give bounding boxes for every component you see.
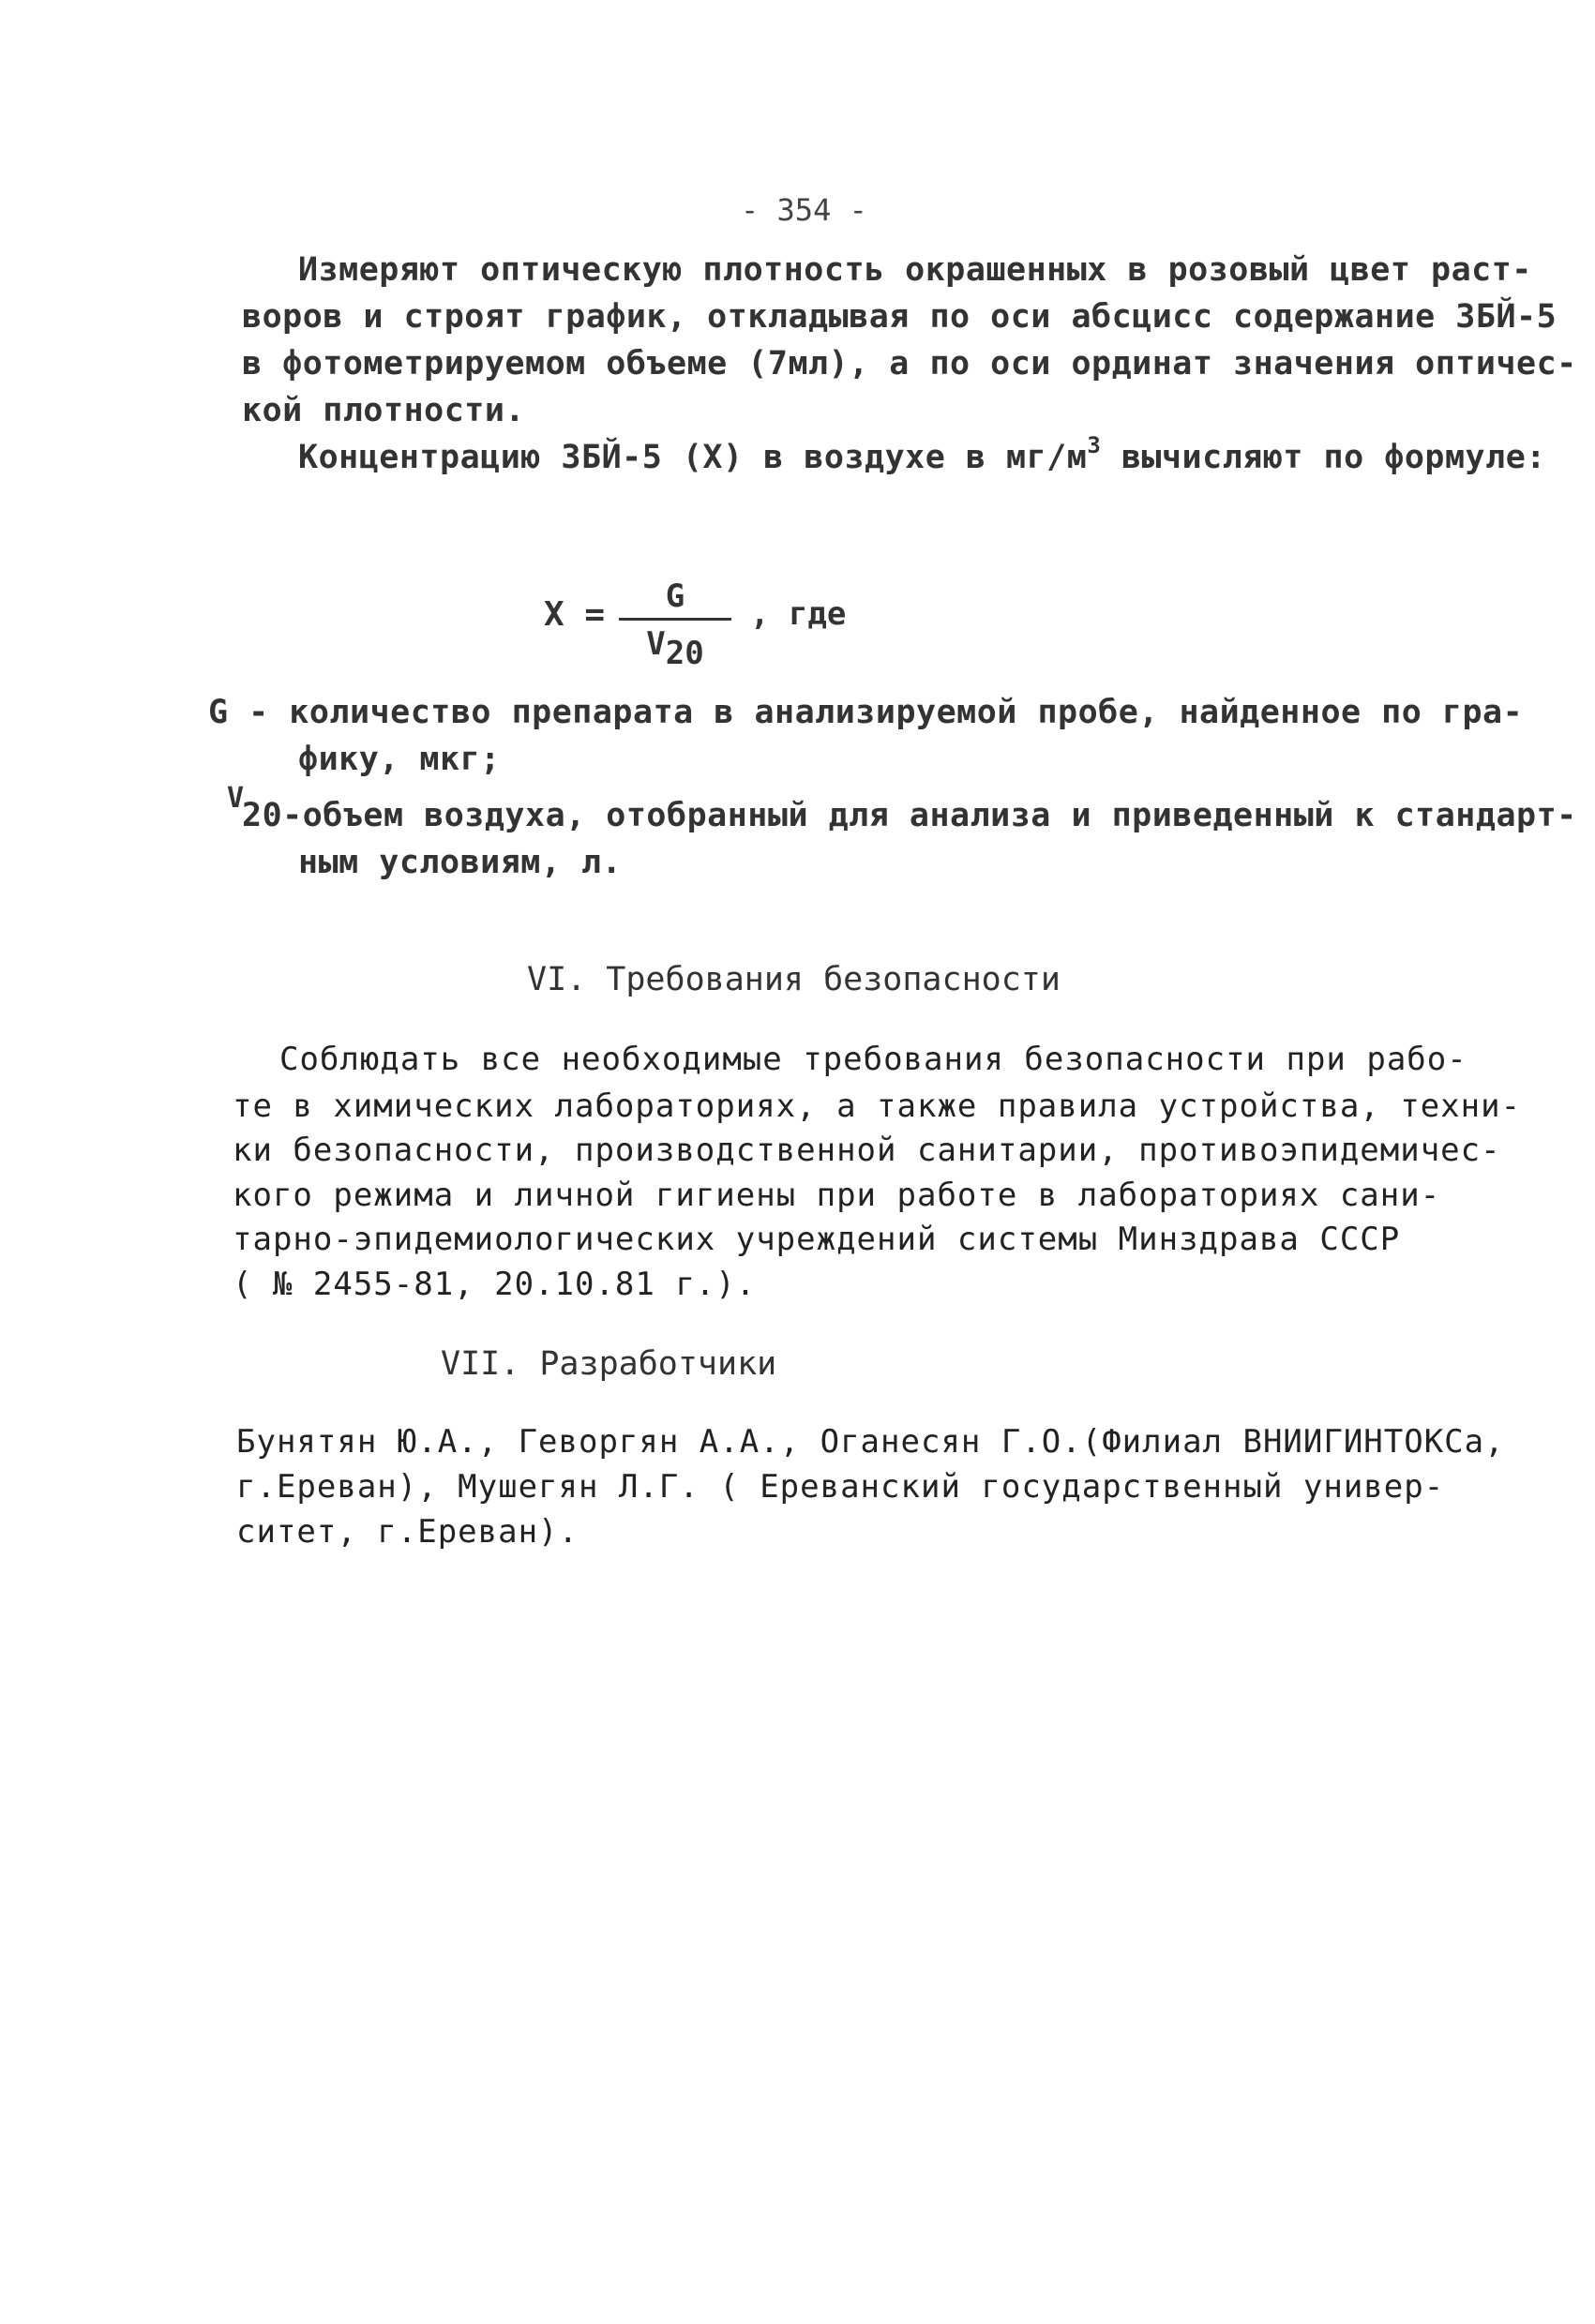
section7-line-3: ситет, г.Ереван). [236,1513,579,1551]
formula-numerator: G [665,577,685,615]
denominator-base: V [646,625,666,663]
formula-denominator [619,622,731,675]
paragraph2-line [298,432,1546,479]
definition-v-line-1: 20-объем воздуха, отобранный для анализа и приведенный к стандарт- [242,797,1577,834]
paragraph1-line-4: кой плотности. [242,392,526,429]
superscript-3: 3 [1087,432,1102,458]
formula-suffix: , где [750,595,847,633]
concentration-formula [534,577,910,680]
formula-fraction [619,577,731,675]
definition-g-line-1: G - количество препарата в анализируемой пробе, найденное по гра- [208,694,1524,731]
paragraph1-line-1: Измеряют оптическую плотность окрашенных в розовый цвет раст- [298,251,1532,289]
section7-line-2: г.Ереван), Мушегян Л.Г. ( Ереванский государственный универ- [236,1468,1445,1506]
fraction-bar [619,618,731,621]
section7-line-1: Бунятян Ю.А., Геворгян А.А., Оганесян Г.О.(Филиал ВНИИГИНТОКСа, [236,1423,1505,1461]
section6-line-3: ки безопасности, производственной санитарии, противоэпидемичес- [233,1132,1501,1169]
formula-lhs: X = [544,595,606,634]
paragraph1-line-2: воров и строят график, откладывая по оси абсцисс содержание ЗБЙ-5 [242,298,1557,336]
section6-line-2: те в химических лабораториях, а также правила устройства, техни- [233,1087,1522,1125]
section6-heading: VI. Требования безопасности [527,961,1061,998]
section6-line-4: кого режима и личной гигиены при работе в лабораториях сани- [233,1177,1441,1214]
definition-v-symbol: V [227,782,245,815]
section6-line-1: Соблюдать все необходимые требования безопасности при рабо- [279,1041,1467,1078]
section7-heading: VII. Разработчики [441,1345,777,1383]
definition-v-line-2: ным условиям, л. [298,844,623,881]
denominator-subscript: 20 [665,635,704,672]
section6-line-6: ( № 2455-81, 20.10.81 г.). [233,1266,757,1303]
paragraph2-text-end: вычисляют по формуле: [1101,439,1546,476]
page-number: - 354 - [741,192,867,228]
definition-g-line-2: фику, мкг; [298,741,501,778]
paragraph2-text: Концентрацию ЗБЙ-5 (X) в воздухе в мг/м [298,439,1088,476]
section6-line-5: тарно-эпидемиологических учреждений системы Минздрава СССР [233,1221,1401,1258]
paragraph1-line-3: в фотометрируемом объеме (7мл), а по оси ординат значения оптичес- [242,345,1577,382]
